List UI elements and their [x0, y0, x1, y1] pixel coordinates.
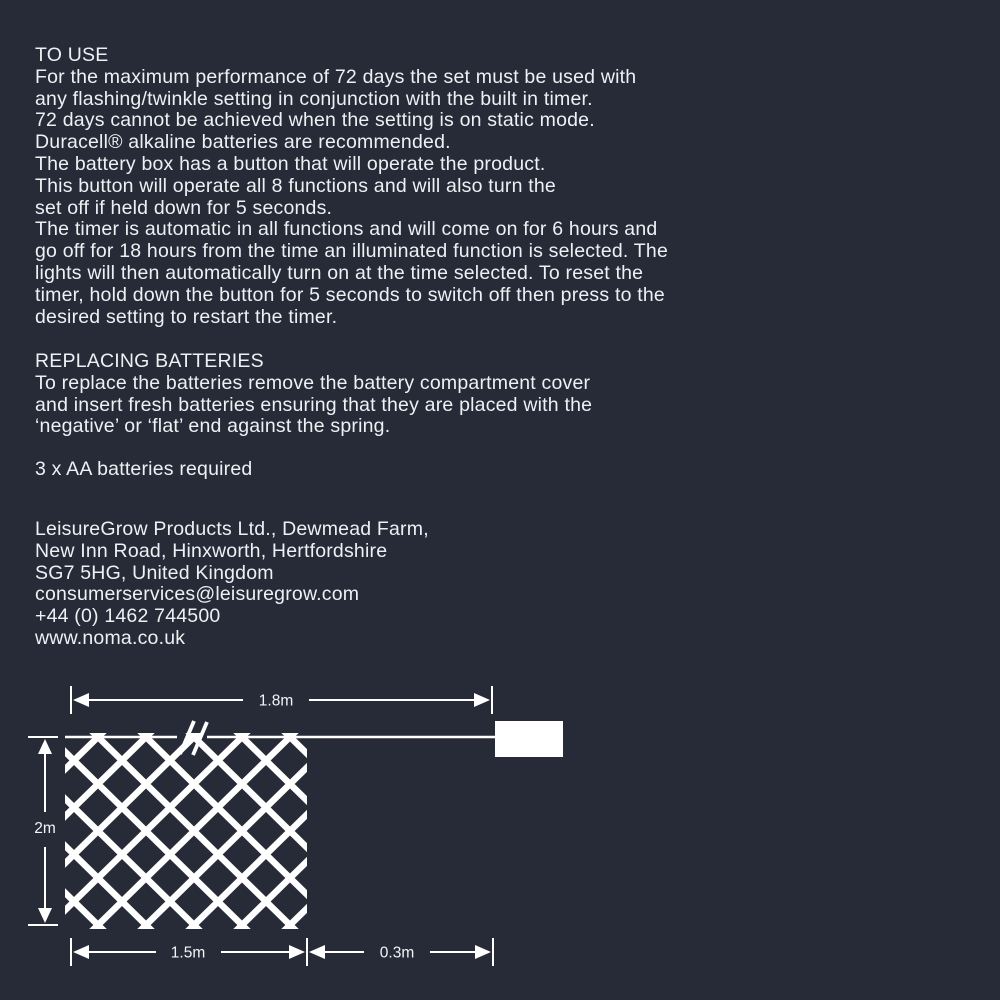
replacing-batteries-heading: REPLACING BATTERIES: [35, 350, 264, 372]
dimension-label-net-width: 1.5m: [170, 944, 206, 962]
text-line: The timer is automatic in all functions and will come on for 6 hours and: [35, 218, 658, 241]
phone-text: +44 (0) 1462 744500: [35, 605, 221, 628]
text-line: 3 x AA batteries required: [35, 458, 253, 480]
address-line: New Inn Road, Hinxworth, Hertfordshire: [35, 539, 388, 562]
dimension-label-lead-length: 0.3m: [379, 944, 415, 962]
text-line: lights will then automatically turn on at the time selected. To reset the: [35, 261, 644, 284]
arrow-right-icon: [289, 945, 305, 959]
arrow-right-icon: [474, 693, 490, 707]
text-line: The battery box has a button that will operate the product.: [35, 152, 546, 175]
text-line: any flashing/twinkle setting in conjunction with the built in timer.: [35, 87, 593, 110]
battery-box-graphic: [495, 721, 563, 757]
dimension-lead-length: [309, 938, 493, 966]
arrow-left-icon: [73, 945, 89, 959]
text-line: For the maximum performance of 72 days the set must be used with: [35, 65, 637, 88]
arrow-right-icon: [475, 945, 491, 959]
dimension-drop-height: [28, 737, 58, 925]
dimension-total-width: [71, 686, 492, 714]
company-name-line: LeisureGrow Products Ltd., Dewmead Farm,: [35, 518, 429, 540]
text-line: This button will operate all 8 functions and will also turn the: [35, 174, 556, 197]
section-replacing-batteries: [35, 351, 592, 438]
text-line: set off if held down for 5 seconds.: [35, 196, 333, 219]
arrow-left-icon: [73, 693, 89, 707]
text-line: To replace the batteries remove the battery compartment cover: [35, 371, 591, 394]
text-line: desired setting to restart the timer.: [35, 305, 338, 328]
arrow-left-icon: [309, 945, 325, 959]
dimension-label-drop-height: 2m: [34, 820, 56, 837]
text-line: go off for 18 hours from the time an illuminated function is selected. The: [35, 240, 669, 263]
text-line: ‘negative’ or ‘flat’ end against the spring.: [35, 415, 391, 438]
section-contact: [35, 519, 429, 650]
dimension-net-width: [71, 938, 307, 966]
arrow-down-icon: [38, 908, 52, 923]
section-to-use: [35, 45, 668, 328]
battery-requirement-note: [35, 459, 252, 481]
arrow-up-icon: [38, 739, 52, 754]
email-text: consumerservices@leisuregrow.com: [35, 583, 360, 606]
to-use-heading: TO USE: [35, 44, 109, 66]
text-line: timer, hold down the button for 5 seconds to switch off then press to the: [35, 283, 665, 306]
text-line: and insert fresh batteries ensuring that they are placed with the: [35, 393, 593, 416]
address-line: SG7 5HG, United Kingdom: [35, 561, 274, 584]
website-text: www.noma.co.uk: [35, 626, 186, 649]
dimension-label-total-width: 1.8m: [258, 692, 294, 710]
net-light-dimension-diagram: [0, 675, 1000, 990]
text-line: Duracell® alkaline batteries are recommended.: [35, 131, 451, 154]
text-line: 72 days cannot be achieved when the setting is on static mode.: [35, 109, 595, 132]
net-mesh-graphic: [65, 733, 307, 929]
